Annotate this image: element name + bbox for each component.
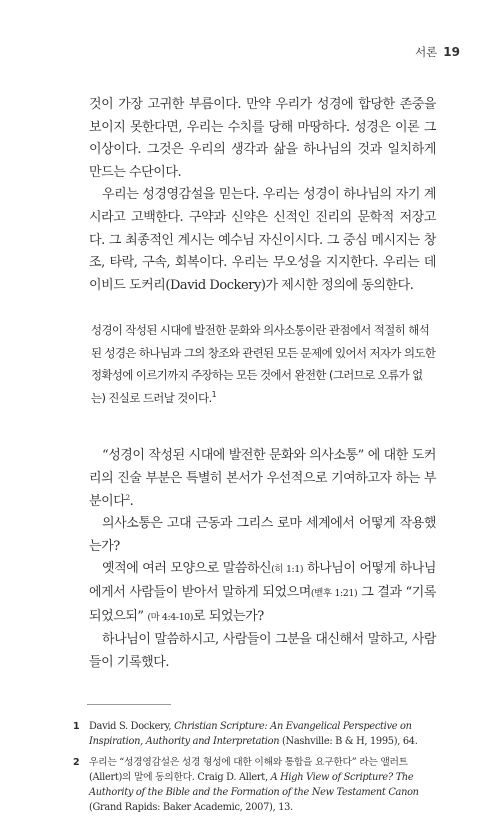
footnote-publication: (Nashville: B & H, 1995), 64. <box>279 736 418 748</box>
footnote-book-title: Christian Scripture: An Evangelical Perspective on Inspiration, Authority and Interpretation <box>89 721 412 748</box>
paragraph: 것이 가장 고귀한 부름이다. 만약 우리가 성경에 합당한 존중을 보이지 못한다면, 우리는 수치를 당해 마땅하다. 성경은 이론 그 이상이다. 그것은 우리의 생각과 삶을 하나님의 것과 일치하게 만드는 수단이다. <box>89 97 436 180</box>
paragraph-text: 로 되었는가? <box>193 608 264 624</box>
quote-text: 성경이 작성된 시대에 발전한 문화와 의사소통이란 관점에서 적절히 해석된 성경은 하나님과 그의 창조와 관련된 모든 문제에 있어서 저자가 의도한 정확성에 이르기까지 주장하는 모든 것에서 완전한 (그러므로 오류가 없는) 진실로 드러날 것이다. <box>91 323 436 405</box>
scripture-ref: (벧후 1:21) <box>310 587 358 599</box>
section-title: 서론 <box>415 45 438 59</box>
footnote <box>73 719 436 749</box>
scripture-ref: (마 4:4-10) <box>147 611 194 623</box>
page-body <box>73 94 437 821</box>
paragraph <box>89 445 436 513</box>
paragraph: 의사소통은 고대 근동과 그리스 로마 세계에서 어떻게 작용했는가? <box>89 516 436 554</box>
paragraph-text: 옛적에 여러 모양으로 말씀하신 <box>102 561 272 577</box>
footnote-number: 1 <box>73 721 80 733</box>
paragraph-end: . <box>129 493 134 509</box>
block-quote <box>89 319 436 409</box>
footnote-publication: (Grand Rapids: Baker Academic, 2007), 13. <box>89 802 293 814</box>
paragraph-text: 그 결과 “기록되었으되” <box>89 584 436 624</box>
running-header <box>415 44 460 60</box>
page-number: 19 <box>443 45 460 59</box>
scripture-ref: (히 1:1) <box>271 564 304 576</box>
footnote-author: David S. Dockery, <box>89 721 175 733</box>
footnote-divider <box>87 704 171 705</box>
paragraph: 하나님이 말씀하시고, 사람들이 그분을 대신해서 말하고, 사람들이 기록했다. <box>89 632 436 670</box>
footnote-number: 2 <box>73 756 80 768</box>
footnote-ref[interactable]: 1 <box>211 389 216 399</box>
paragraph-text: 하나님이 어떻게 하나님에게서 사람들이 받아서 말하게 되었으며 <box>89 561 437 600</box>
footnote-lead: 우리는 “성경영감설은 성경 형성에 대한 이해와 통합을 요구한다” 라는 앨러트(Allert)의 말에 동의한다. Craig D. Allert, <box>89 756 408 783</box>
footnote-book-title: A High View of Scripture? The Authority of the Bible and the Formation of the New Testament Canon <box>89 771 419 799</box>
paragraph: 우리는 성경영감설을 믿는다. 우리는 성경이 하나님의 자기 계시라고 고백한다. 구약과 신약은 신적인 진리의 문학적 저장고다. 그 최종적인 계시는 예수님 자신이시다. 그 중심 메시지는 창조, 타락, 구속, 회복이다. 우리는 무오성을 지지한다. 우리는 데이비드 도커리(David Dockery)가 제시한 정의에 동의한다. <box>89 187 436 293</box>
paragraph <box>89 558 436 629</box>
footnote-ref[interactable]: 2 <box>125 492 130 502</box>
paragraph-text: “성경이 작성된 시대에 발전한 문화와 의사소통” 에 대한 도커리의 진술 부분은 특별히 본서가 우선적으로 기여하고자 하는 부분이다 <box>89 448 436 509</box>
footnote <box>73 755 436 816</box>
